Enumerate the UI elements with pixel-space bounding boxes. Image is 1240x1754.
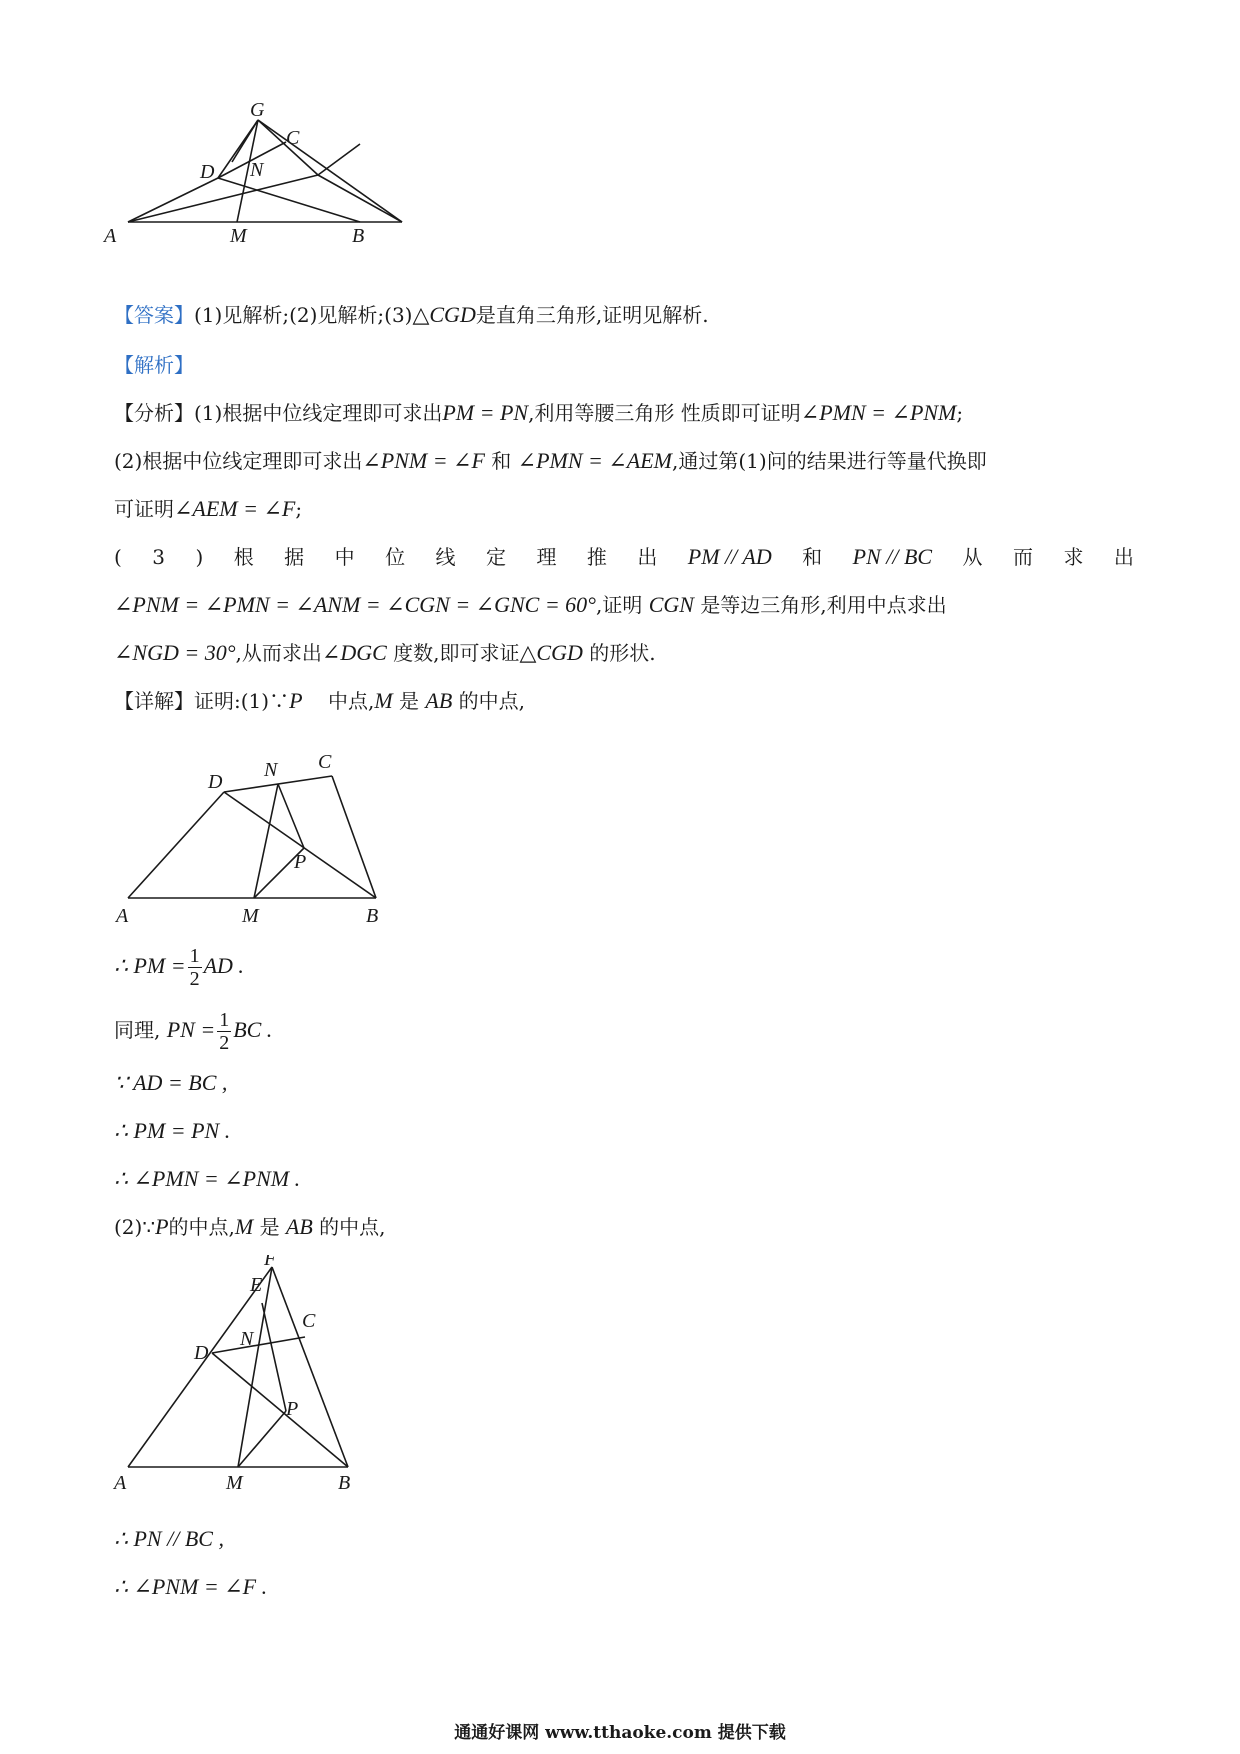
figure-2-quadrilateral-diagram <box>100 730 420 930</box>
label-E: E <box>250 1274 263 1296</box>
label-N: N <box>250 159 264 181</box>
label-B: B <box>366 905 379 927</box>
part2-line1: (2)根据中位线定理即可求出∠PNM = ∠F 和 ∠PMN = ∠AEM,通过第(1)问的结果进行等量代换即 <box>114 448 987 473</box>
step4-line: ∴ PM = PN . <box>114 1118 231 1143</box>
part3-line3: ∠NGD = 30°,从而求出∠DGC 度数,即可求证△CGD 的形状. <box>114 640 656 665</box>
figure-3-extended-diagram <box>100 1255 400 1505</box>
figure-1-triangle-diagram <box>100 100 440 280</box>
label-D: D <box>200 161 215 183</box>
part3-line1: ( 3 ) 根 据 中 位 线 定 理 推 出 PM // AD 和 PN // BC 从 而 求 出 <box>114 544 1134 569</box>
label-P: P <box>294 851 307 873</box>
label-B: B <box>338 1472 351 1494</box>
step2-2-line: ∴ ∠PNM = ∠F . <box>114 1574 268 1599</box>
label-C: C <box>318 751 332 773</box>
answer-tag: 【答案】 <box>114 303 194 327</box>
label-N: N <box>240 1328 254 1350</box>
label-M: M <box>226 1472 243 1494</box>
fraction-one-half: $\frac{1}{2}$ <box>189 945 200 990</box>
fraction-one-half-2: $\frac{1}{2}$ <box>219 1009 230 1054</box>
label-P: P <box>286 1398 299 1420</box>
detail-line: 【详解】证明:(1)∵P 中点,M 是 AB 的中点, <box>114 688 525 713</box>
label-B: B <box>352 225 365 247</box>
label-D: D <box>208 771 223 793</box>
answer-line: 【答案】(1)见解析;(2)见解析;(3)△CGD是直角三角形,证明见解析. <box>114 302 709 327</box>
step2-line: 同理, PN = $\frac{1}{2}$ BC . <box>114 1009 273 1054</box>
step3-line: ∵ AD = BC , <box>114 1070 228 1095</box>
label-D: D <box>194 1342 209 1364</box>
label-M: M <box>242 905 259 927</box>
label-M: M <box>230 225 247 247</box>
page-footer: 通通好课网 www.tthaoke.com 提供下载 <box>454 1723 786 1743</box>
step5-line: ∴ ∠PMN = ∠PNM . <box>114 1166 301 1191</box>
fenxi-line: 【分析】(1)根据中位线定理即可求出PM = PN,利用等腰三角形 性质即可证明∠PMN = ∠PNM; <box>114 400 964 425</box>
part3-line2: ∠PNM = ∠PMN = ∠ANM = ∠CGN = ∠GNC = 60°,证明 CGN 是等边三角形,利用中点求出 <box>114 592 947 617</box>
label-G: G <box>250 100 265 121</box>
label-A: A <box>116 905 129 927</box>
label-A: A <box>114 1472 127 1494</box>
part2-detail-line: (2)∵P的中点,M 是 AB 的中点, <box>114 1214 386 1239</box>
step1-line: ∴ PM = $\frac{1}{2}$ AD . <box>114 945 244 990</box>
label-N: N <box>264 759 278 781</box>
label-F: F <box>264 1255 277 1270</box>
part2-line2: 可证明∠AEM = ∠F; <box>114 496 303 521</box>
label-C: C <box>286 127 300 149</box>
label-A: A <box>104 225 117 247</box>
label-C: C <box>302 1310 316 1332</box>
step2-1-line: ∴ PN // BC , <box>114 1526 224 1551</box>
analysis-tag: 【解析】 <box>114 353 194 377</box>
